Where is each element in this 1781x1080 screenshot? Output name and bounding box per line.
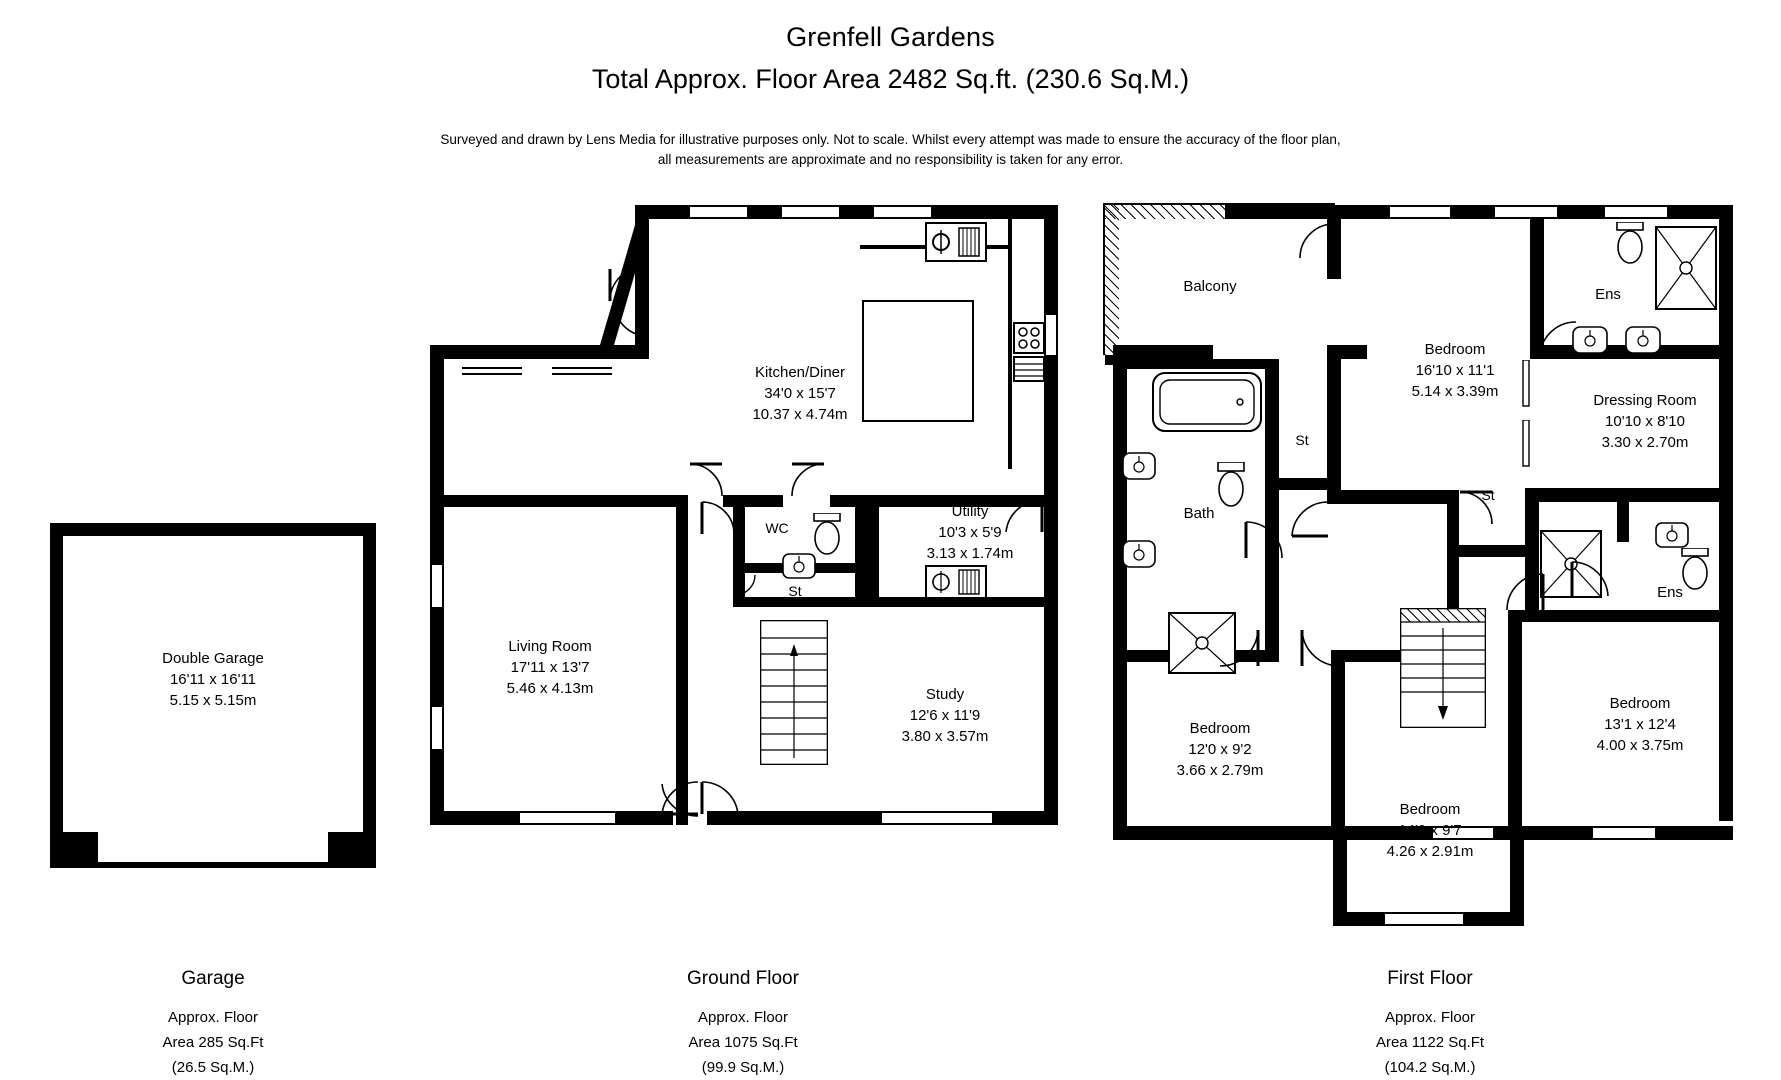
- ff-wall-st2-right: [1525, 490, 1537, 520]
- gf-window-living-left-2: [430, 707, 444, 749]
- gf-wall-internal-h1: [430, 495, 688, 507]
- room-st1-label: St: [1295, 432, 1309, 448]
- page-title: Grenfell Gardens: [786, 22, 995, 52]
- first-area-line-1: Approx. Floor: [1384, 1009, 1476, 1026]
- door-ens2: [1570, 560, 1610, 598]
- balcony-railing: [1105, 205, 1225, 219]
- room-dim-imperial: 17'11 x 13'7: [510, 659, 590, 676]
- room-name: Bedroom: [1424, 341, 1486, 358]
- room-dim-imperial: 10'10 x 8'10: [1605, 413, 1685, 430]
- room-dim-imperial: 13'1 x 12'4: [1604, 716, 1676, 733]
- room-dim-imperial: 16'10 x 11'1: [1415, 362, 1495, 379]
- room-dim-metric: 5.46 x 4.13m: [506, 680, 594, 697]
- room-bedroom-master: [1345, 339, 1565, 402]
- room-bedroom-right: [1540, 693, 1740, 756]
- gf-wall-top-right: [931, 205, 1058, 219]
- ff-wall-top-2: [1335, 205, 1390, 219]
- door-living-hall: [688, 462, 724, 498]
- ff-balcony-line-left: [1103, 203, 1105, 355]
- room-dim-metric: 5.14 x 3.39m: [1411, 383, 1499, 400]
- room-dim-metric: 10.37 x 4.74m: [752, 406, 848, 423]
- dressing-door-marks-2: [1520, 420, 1534, 468]
- ff-wall-dress-bottom: [1525, 488, 1733, 502]
- basin-icon-ens2: [1655, 522, 1689, 548]
- garage-caption: Garage: [181, 968, 245, 989]
- room-dim-imperial: 34'0 x 15'7: [764, 385, 836, 402]
- gf-wall-bottom-1: [430, 811, 520, 825]
- garage-area-line-3: (26.5 Sq.M.): [171, 1059, 255, 1076]
- ground-area-line-2: Area 1075 Sq.Ft: [688, 1034, 798, 1051]
- room-name: Bedroom: [1609, 695, 1671, 712]
- ground-area-line-1: Approx. Floor: [697, 1009, 789, 1026]
- ff-wall-left-a: [1113, 355, 1127, 655]
- ff-wall-bottom-5: [1655, 826, 1733, 840]
- ff-wall-bed4-left: [1508, 610, 1522, 830]
- door-living-rear: [660, 782, 700, 818]
- garage-wall-bottom-right: [328, 832, 376, 868]
- first-floor-area: [1310, 1005, 1550, 1080]
- gf-wall-top-mid-2: [839, 205, 874, 219]
- radiator-icon-2: [552, 366, 612, 376]
- hob-icon: [1013, 322, 1045, 354]
- door-hall-wc: [700, 500, 736, 536]
- radiator-icon-1: [462, 366, 522, 376]
- door-kitchen-left-2: [612, 300, 650, 338]
- room-dim-metric: 4.26 x 2.91m: [1386, 843, 1474, 860]
- ff-wall-top-1: [1225, 205, 1335, 219]
- ff-bay-bottom-l: [1333, 912, 1385, 926]
- ff-wall-bath-top: [1113, 359, 1279, 369]
- gf-window-bottom-2: [882, 811, 992, 825]
- room-name: Living Room: [508, 638, 592, 655]
- room-dim-imperial: 12'0 x 9'2: [1188, 741, 1252, 758]
- room-dim-metric: 3.66 x 2.79m: [1176, 762, 1264, 779]
- door-bedroom1: [1290, 500, 1330, 538]
- toilet-icon-wc: [812, 513, 842, 559]
- ground-floor-caption: Ground Floor: [687, 968, 799, 989]
- door-bedroom5: [1218, 628, 1260, 668]
- room-name: Utility: [951, 503, 989, 520]
- disclaimer-line-2: all measurements are approximate and no responsibility is taken for any error.: [657, 152, 1124, 167]
- ff-wall-top-4: [1557, 205, 1605, 219]
- room-dim-metric: 3.80 x 3.57m: [901, 728, 989, 745]
- gf-wall-top-mid-1: [747, 205, 782, 219]
- room-name: Dressing Room: [1593, 392, 1697, 409]
- gf-wall-right-upper-a: [1044, 205, 1058, 315]
- ff-wall-left-balcony-edge: [1113, 345, 1213, 359]
- room-name: Bedroom: [1189, 720, 1251, 737]
- sink-icon: [925, 222, 987, 262]
- staircase-first: [1400, 608, 1486, 728]
- room-bedroom-bay: [1330, 799, 1530, 862]
- page-subtitle: Total Approx. Floor Area 2482 Sq.ft. (230.6 Sq.M.): [591, 64, 1190, 94]
- balcony-railing-left: [1105, 205, 1119, 355]
- ground-area-line-3: (99.9 Sq.M.): [701, 1059, 785, 1076]
- ff-wall-bottom-1: [1113, 826, 1213, 840]
- room-dim-metric: 5.15 x 5.15m: [169, 692, 257, 709]
- gf-wall-wc-right: [855, 507, 867, 597]
- room-dim-imperial: 12'6 x 11'9: [909, 707, 981, 724]
- gf-window-kitchen-right: [1044, 315, 1058, 355]
- staircase-ground: [760, 620, 828, 765]
- door-hall-utility: [790, 462, 826, 498]
- ff-wall-ens2-sep: [1617, 502, 1629, 542]
- ff-wall-st-bottom: [1265, 478, 1341, 490]
- door-kitchen-left-1: [608, 265, 646, 303]
- disclaimer: [0, 130, 1781, 170]
- utility-appliance-icon: [925, 565, 987, 599]
- room-st2-label: St: [1481, 487, 1495, 503]
- room-name: Study: [925, 686, 965, 703]
- door-bath: [1244, 520, 1284, 560]
- garage-area-line-1: Approx. Floor: [167, 1009, 259, 1026]
- room-study: [845, 684, 1045, 747]
- basin-icon-bath-2: [1122, 540, 1156, 568]
- room-dressing: [1545, 390, 1745, 453]
- room-name: Kitchen/Diner: [754, 364, 846, 381]
- ff-wall-bed4-top: [1520, 610, 1733, 622]
- ff-wall-st2-bottom: [1447, 545, 1525, 557]
- garage-door-opening-line: [98, 862, 328, 868]
- garage-area-line-2: Area 285 Sq.Ft: [162, 1034, 264, 1051]
- first-area-line-2: Area 1122 Sq.Ft: [1375, 1034, 1485, 1051]
- ff-bay-bottom-r: [1463, 912, 1524, 926]
- door-study-hall: [700, 780, 740, 816]
- room-balcony-label: Balcony: [1183, 278, 1237, 295]
- garage-wall-bottom-left: [50, 832, 98, 868]
- first-floor-caption: First Floor: [1387, 968, 1473, 989]
- garage-wall-right: [363, 523, 376, 868]
- disclaimer-line-1: Surveyed and drawn by Lens Media for illustrative purposes only. Not to scale. Whilst every attempt was made to ensure the accuracy of the floor plan,: [440, 132, 1341, 147]
- room-name: Double Garage: [162, 650, 264, 667]
- ff-window-top-1: [1390, 205, 1450, 219]
- room-st-label: St: [788, 583, 802, 599]
- gf-wall-left-a: [430, 345, 444, 565]
- basin-icon-wc: [782, 553, 816, 579]
- ff-wall-bed1-bottom2: [1327, 490, 1447, 504]
- ground-floor-area: [623, 1005, 863, 1080]
- shower-icon-ens1: [1655, 226, 1717, 310]
- room-double-garage: [88, 648, 338, 711]
- stair-void-hatch: [1400, 608, 1486, 622]
- ff-wall-st-left: [1265, 359, 1279, 479]
- toilet-icon-ens1: [1615, 222, 1645, 268]
- gf-wall-right-lower: [1044, 555, 1058, 825]
- room-bath-label: Bath: [1183, 505, 1215, 522]
- door-st-cupboard: [733, 573, 759, 597]
- ff-wall-st-right: [1327, 359, 1341, 491]
- room-utility: [880, 501, 1060, 564]
- ff-window-bottom-2: [1593, 826, 1655, 840]
- gf-wall-utility-left: [867, 495, 879, 607]
- gf-counter-line-v: [1008, 219, 1012, 469]
- room-dim-metric: 3.30 x 2.70m: [1601, 434, 1689, 451]
- garage-wall-left: [50, 523, 63, 868]
- ff-wall-top-3: [1450, 205, 1495, 219]
- room-dim-metric: 3.13 x 1.74m: [926, 545, 1014, 562]
- room-ens2-label: Ens: [1657, 584, 1683, 601]
- gf-window-bottom-1: [520, 811, 615, 825]
- garage-wall-top: [50, 523, 376, 536]
- ff-window-bay: [1385, 912, 1463, 926]
- room-kitchen-diner: [690, 362, 910, 425]
- basin-icon-bath-1: [1122, 452, 1156, 480]
- ff-window-top-2: [1495, 205, 1557, 219]
- gf-window-kitchen-3: [874, 205, 931, 219]
- room-dim-imperial: 16'11 x 16'11: [169, 671, 257, 688]
- oven-icon: [1013, 356, 1045, 382]
- door-balcony: [1298, 222, 1336, 260]
- door-bedroom3: [1300, 628, 1342, 668]
- room-living-room: [440, 636, 660, 699]
- room-bedroom-left: [1120, 718, 1320, 781]
- gf-wall-internal-v1: [676, 495, 688, 825]
- room-dim-imperial: 14'0 x 9'7: [1398, 822, 1462, 839]
- door-bedroom4: [1505, 572, 1545, 612]
- toilet-icon-bath: [1215, 462, 1247, 510]
- gf-window-kitchen-1: [690, 205, 747, 219]
- room-name: Bedroom: [1399, 801, 1461, 818]
- room-dim-imperial: 10'3 x 5'9: [938, 524, 1002, 541]
- basin-icon-ens1-b: [1625, 326, 1661, 354]
- room-ens1-label: Ens: [1595, 286, 1621, 303]
- room-dim-metric: 4.00 x 3.75m: [1596, 737, 1684, 754]
- ff-window-top-3: [1605, 205, 1667, 219]
- first-area-line-3: (104.2 Sq.M.): [1384, 1059, 1476, 1076]
- room-wc-label: WC: [765, 520, 789, 536]
- gf-window-kitchen-2: [782, 205, 839, 219]
- gf-window-living-left: [430, 565, 444, 607]
- bathtub-icon: [1152, 372, 1262, 432]
- garage-area: [93, 1005, 333, 1080]
- ff-wall-bottom-2: [1213, 826, 1333, 840]
